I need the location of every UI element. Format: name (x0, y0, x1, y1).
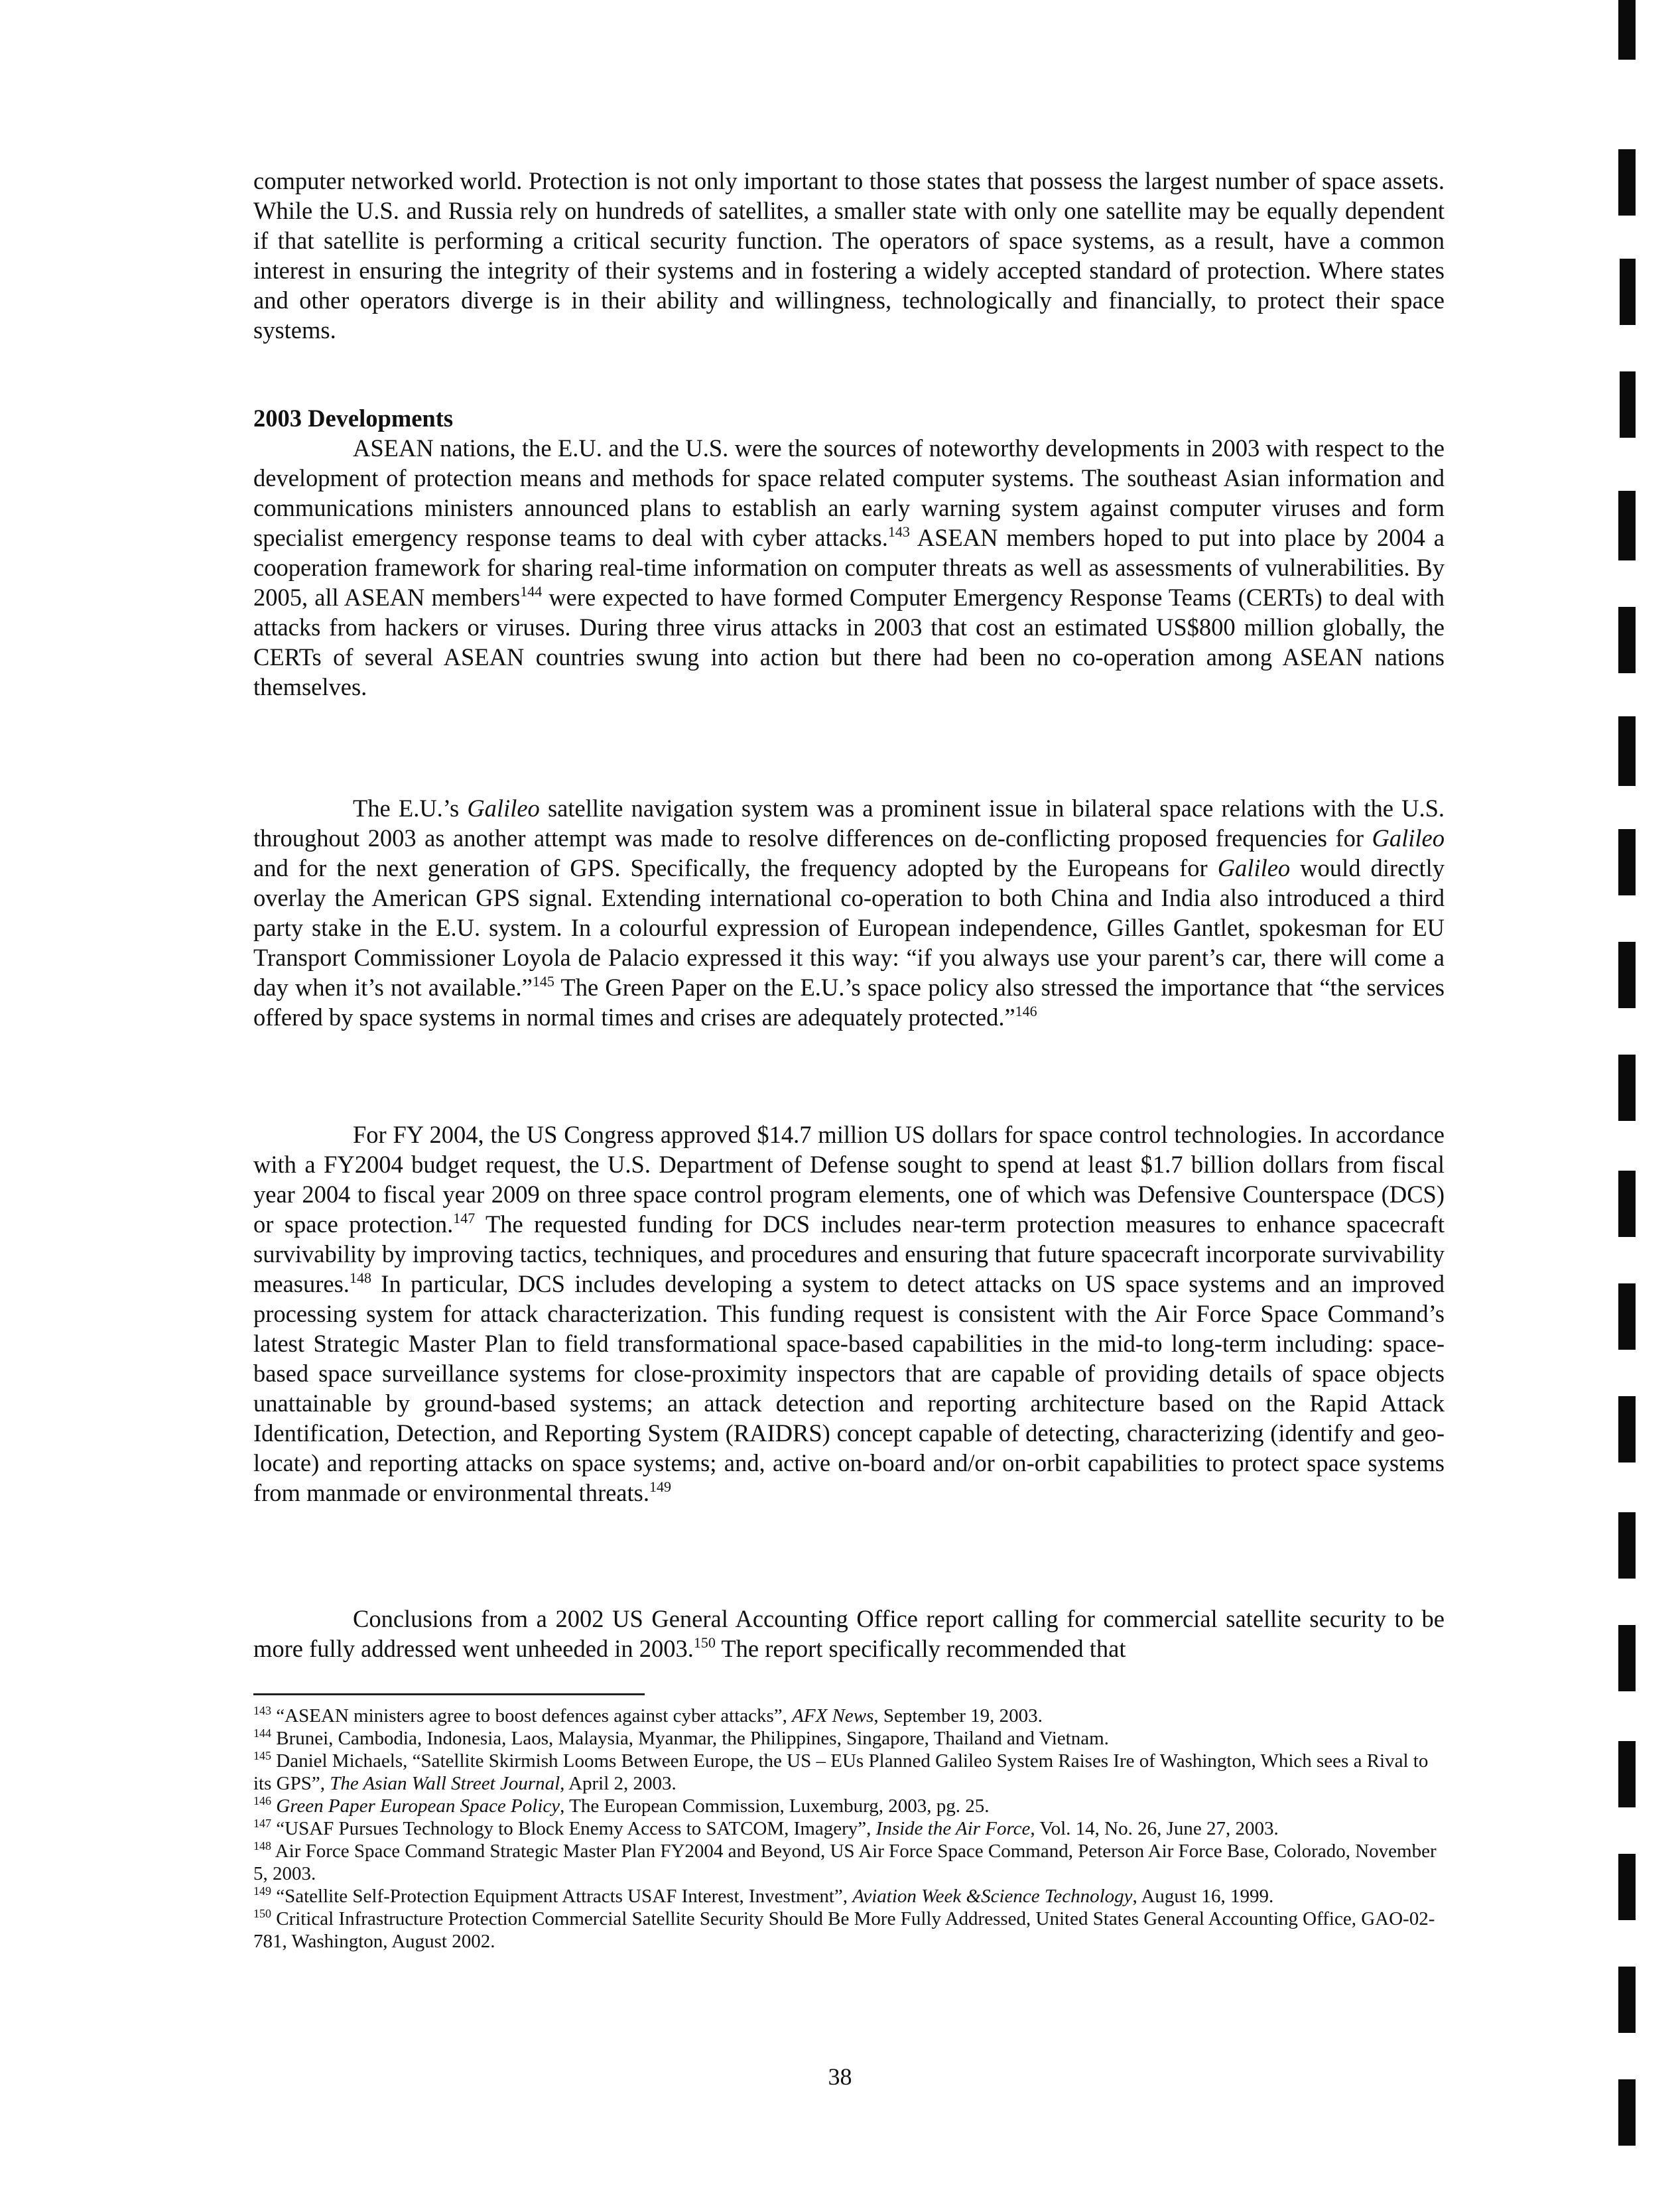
binding-mark (1618, 1283, 1636, 1350)
text-span: “USAF Pursues Technology to Block Enemy Access to SATCOM, Imagery”, (276, 1818, 876, 1839)
footnote-150 (253, 1908, 1445, 1953)
text-span: satellite navigation system was a prominent issue in bilateral space relations with the U.S. throughout 2003 as another attempt was made to resolve differences on de-conflicting proposed frequencies for (253, 795, 1445, 852)
galileo-term: Galileo (467, 795, 540, 822)
galileo-term: Galileo (1372, 824, 1445, 852)
footnote-ref: 147 (453, 1210, 476, 1226)
text-span: , August 16, 1999. (1132, 1886, 1274, 1907)
paragraph-galileo-block (253, 793, 1445, 1032)
binding-mark (1618, 1512, 1636, 1579)
binding-mark (1618, 1055, 1636, 1121)
footnote-number: 146 (253, 1794, 271, 1807)
binding-mark (1618, 829, 1636, 895)
text-span: ASEAN members hoped to put into place by 2004 a cooperation framework for sharing real-time information on computer threats as well as assessments of vulnerabilities. By 2005, all ASEAN members (253, 524, 1445, 611)
binding-mark (1620, 371, 1636, 438)
footnote-143 (253, 1705, 1445, 1727)
binding-mark (1620, 259, 1636, 325)
paragraph-galileo (253, 793, 1445, 1032)
text-span: Conclusions from a 2002 US General Accounting Office report calling for commercial satellite security to be more fully addressed went unheeded in 2003. (253, 1605, 1445, 1662)
binding-mark (1618, 1967, 1636, 2033)
binding-mark (1618, 942, 1636, 1008)
text-span: The report specifically recommended that (715, 1635, 1126, 1662)
text-span: The requested funding for DCS includes near-term protection measures to enhance spacecraft survivability by improving tactics, techniques, and procedures and ensuring that future spacecraft incorporate survivability measures. (253, 1210, 1445, 1297)
footnote-149 (253, 1885, 1445, 1908)
footnote-ref: 148 (349, 1269, 371, 1286)
footnote-145 (253, 1750, 1445, 1795)
footnote-number: 143 (253, 1704, 271, 1717)
binding-mark (1618, 149, 1636, 216)
footnote-number: 149 (253, 1884, 271, 1898)
section-2003 (253, 403, 1445, 702)
text-span: , April 2, 2003. (560, 1773, 677, 1794)
text-span: would directly overlay the American GPS signal. Extending international co-operation to both China and India also introduced a third party stake in the E.U. system. In a colourful expression of European independence, Gilles Gantlet, spokesman for EU Transport Commissioner Loyola de Palacio expressed it this way: “if you always use your parent’s car, there will come a day when it’s not available.” (253, 854, 1445, 1001)
footnote-ref: 149 (649, 1478, 671, 1495)
intro-paragraph: computer networked world. Protection is not only important to those states that possess the largest number of space assets. While the U.S. and Russia rely on hundreds of satellites, a smaller state with only one satellite may be equally dependent if that satellite is performing a critical security function. The operators of space systems, as a result, have a common interest in ensuring the integrity of their systems and in fostering a widely accepted standard of protection. Where states and other operators diverge is in their ability and willingness, technologically and financially, to protect their space systems. (253, 167, 1445, 344)
text-span: Critical Infrastructure Protection Commercial Satellite Security Should Be More Fully Addressed, United States General Accounting Office, GAO-02-781, Washington, August 2002. (253, 1908, 1435, 1952)
binding-mark (1618, 491, 1636, 560)
paragraph-fy2004 (253, 1120, 1445, 1508)
binding-mark (1618, 1396, 1636, 1462)
text-span: The Green Paper on the E.U.’s space policy also stressed the importance that “the services offered by space systems in normal times and crises are adequately protected.” (253, 974, 1445, 1031)
text-span: , The European Commission, Luxemburg, 2003, pg. 25. (560, 1795, 990, 1817)
footnote-separator (253, 1693, 645, 1695)
text-span: “ASEAN ministers agree to boost defences against cyber attacks”, (276, 1705, 793, 1726)
footnote-source: Aviation Week &Science Technology (852, 1886, 1133, 1907)
text-span: , Vol. 14, No. 26, June 27, 2003. (1030, 1818, 1279, 1839)
footnote-number: 145 (253, 1749, 271, 1762)
footnote-source: The Asian Wall Street Journal (330, 1773, 560, 1794)
paragraph-fy2004-block (253, 1120, 1445, 1508)
binding-mark (1618, 1854, 1636, 1920)
binding-mark (1618, 1171, 1636, 1237)
footnote-ref: 145 (532, 973, 554, 990)
binding-mark (1618, 716, 1636, 786)
text-span: ASEAN nations, the E.U. and the U.S. were the sources of noteworthy developments in 2003 with respect to the development of protection means and methods for space related computer systems. The southeast Asian information and communications ministers announced plans to establish an early warning system against computer viruses and form specialist emergency response teams to deal with cyber attacks. (253, 434, 1445, 551)
text-span: The E.U.’s (353, 795, 468, 822)
footnote-number: 148 (253, 1839, 271, 1852)
text-span: , September 19, 2003. (873, 1705, 1043, 1726)
text-span: Daniel Michaels, “Satellite Skirmish Looms Between Europe, the US – EUs Planned Galileo System Raises Ire of Washington, Which sees a Rival to its GPS”, (253, 1750, 1429, 1794)
page-number: 38 (828, 2063, 852, 2090)
footnote-146 (253, 1795, 1445, 1817)
binding-mark (1618, 0, 1636, 60)
paragraph-gao (253, 1604, 1445, 1663)
footnote-source: AFX News (792, 1705, 874, 1726)
binding-mark (1618, 607, 1636, 673)
footnote-147 (253, 1817, 1445, 1840)
text-span: For FY 2004, the US Congress approved $14.7 million US dollars for space control technologies. In accordance with a FY2004 budget request, the U.S. Department of Defense sought to spend at least $1.7 billion dollars from fiscal year 2004 to fiscal year 2009 on three space control program elements, one of which was Defensive Counterspace (DCS) or space protection. (253, 1121, 1445, 1238)
footnote-source: Green Paper European Space Policy (276, 1795, 560, 1817)
footnote-ref: 150 (693, 1634, 716, 1651)
paragraph-asean (253, 433, 1445, 702)
footnote-number: 144 (253, 1726, 271, 1740)
paragraph-gao-block (253, 1604, 1445, 1663)
section-heading: 2003 Developments (253, 405, 454, 432)
text-span: Air Force Space Command Strategic Master Plan FY2004 and Beyond, US Air Force Space Command, Peterson Air Force Base, Colorado, November 5, 2003. (253, 1841, 1437, 1884)
footnote-number: 147 (253, 1817, 271, 1830)
footnote-number: 150 (253, 1907, 271, 1920)
binding-mark (1618, 1741, 1636, 1807)
text-span: Brunei, Cambodia, Indonesia, Laos, Malaysia, Myanmar, the Philippines, Singapore, Thailand and Vietnam. (276, 1728, 1109, 1749)
page-body (253, 166, 1445, 345)
footnote-148 (253, 1840, 1445, 1885)
text-span: “Satellite Self-Protection Equipment Attracts USAF Interest, Investment”, (276, 1886, 853, 1907)
binding-mark (1618, 1625, 1636, 1691)
galileo-term: Galileo (1217, 854, 1291, 881)
text-span: In particular, DCS includes developing a system to detect attacks on US space systems and an improved processing system for attack characterization. This funding request is consistent with the Air Force Space Command’s latest Strategic Master Plan to field transformational space-based capabilities in the mid-to long-term including: space-based space surveillance systems for close-proximity inspectors that are capable of providing details of space objects unattainable by ground-based systems; an attack detection and reporting architecture based on the Rapid Attack Identification, Detection, and Reporting System (RAIDRS) concept capable of detecting, characterizing (identify and geo-locate) and reporting attacks on space systems; and, active on-board and/or on-orbit capabilities to protect space systems from manmade or environmental threats. (253, 1270, 1445, 1506)
footnote-ref: 143 (887, 523, 910, 540)
footnote-ref: 146 (1015, 1003, 1037, 1019)
binding-mark (1618, 2079, 1636, 2146)
footnote-144 (253, 1727, 1445, 1750)
footnote-source: Inside the Air Force (875, 1818, 1031, 1839)
text-span: were expected to have formed Computer Emergency Response Teams (CERTs) to deal with attacks from hackers or viruses. During three virus attacks in 2003 that cost an estimated US$800 million globally, the CERTs of several ASEAN countries swung into action but there had been no co-operation among ASEAN nations themselves. (253, 584, 1445, 700)
footnote-ref: 144 (520, 583, 543, 600)
footnotes (253, 1705, 1445, 1953)
text-span: and for the next generation of GPS. Specifically, the frequency adopted by the Europeans for (253, 854, 1218, 881)
